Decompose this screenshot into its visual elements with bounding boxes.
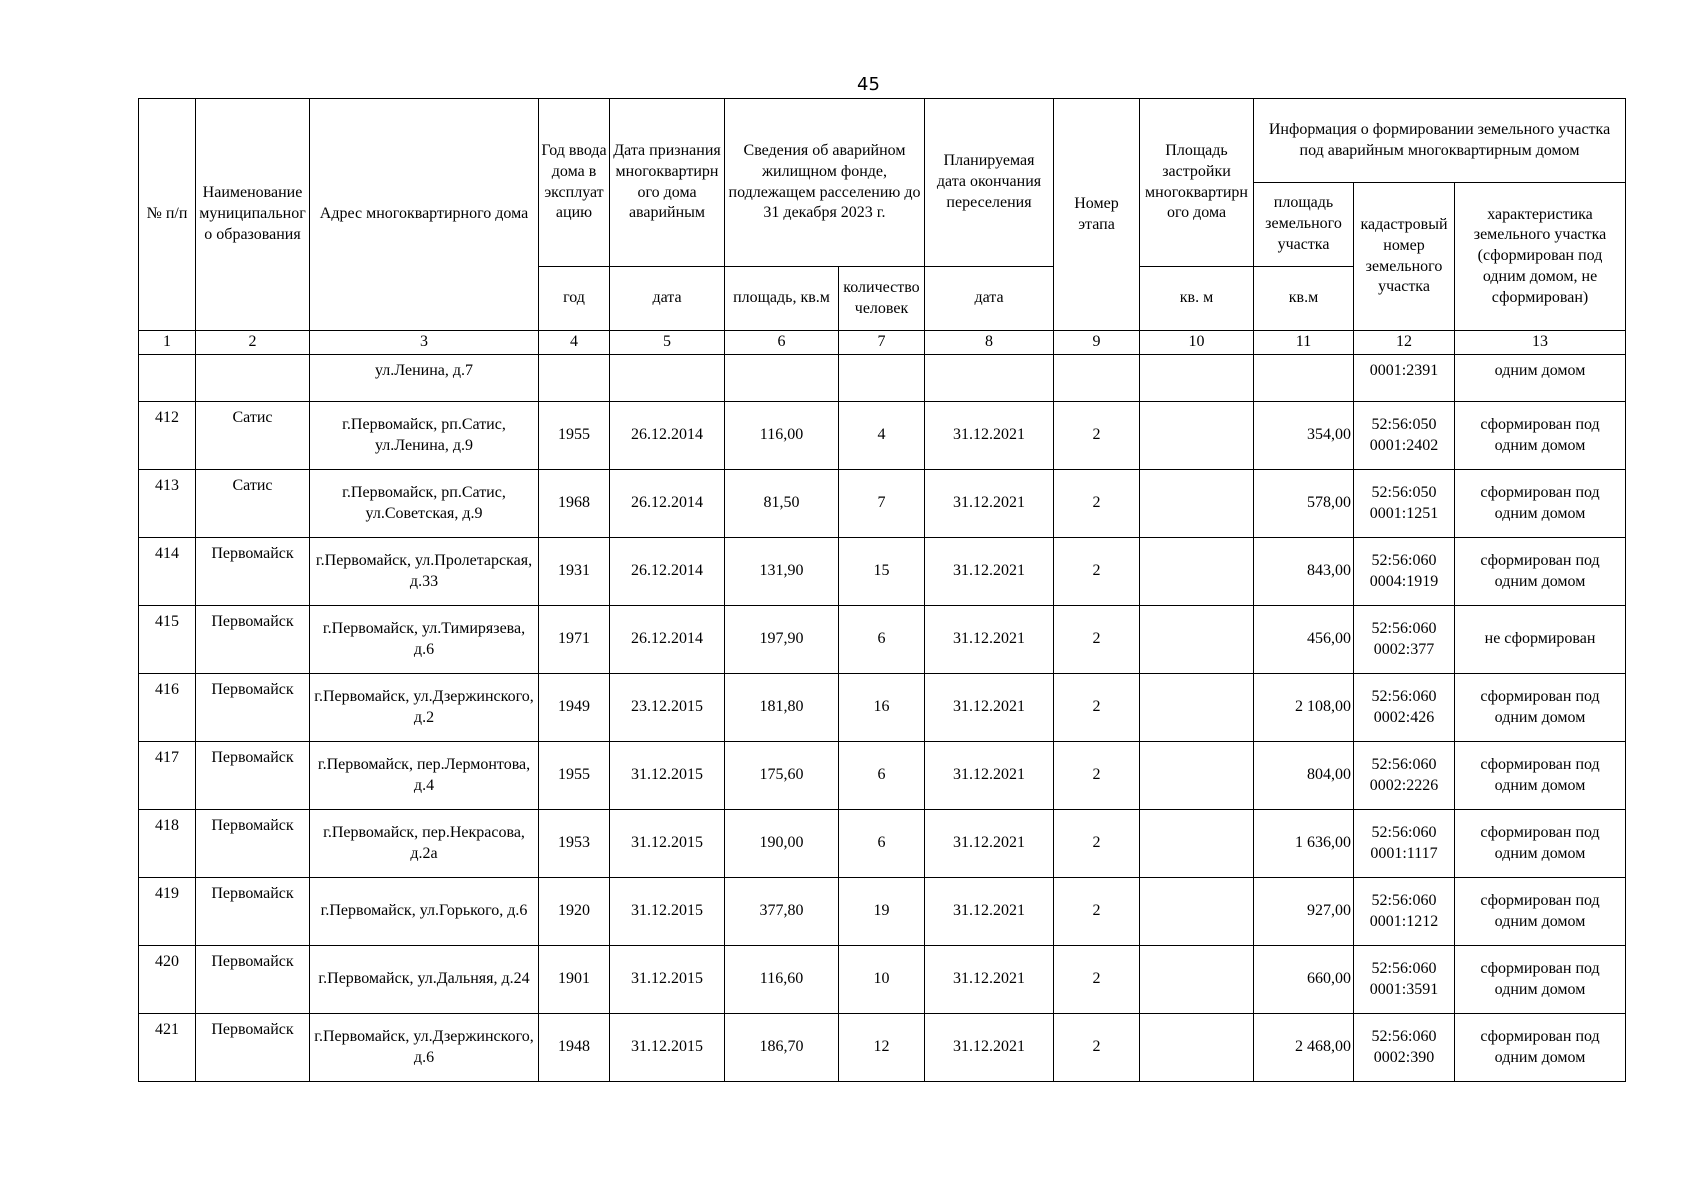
- cell-address: г.Первомайск, пер.Некрасова, д.2а: [310, 810, 539, 878]
- cell-stage: 2: [1054, 606, 1140, 674]
- cell-planned-date: 31.12.2021: [925, 674, 1054, 742]
- cell-address: г.Первомайск, рп.Сатис, ул.Советская, д.9: [310, 470, 539, 538]
- header-land-info: Информация о формировании земельного участка под аварийным многоквартирным домом: [1254, 99, 1626, 183]
- column-number: 4: [539, 331, 610, 355]
- cell-number: 415: [139, 606, 196, 674]
- cell-address: г.Первомайск, рп.Сатис, ул.Ленина, д.9: [310, 402, 539, 470]
- continuation-row: [139, 355, 1626, 402]
- table-row: [139, 878, 1626, 946]
- cell-stage: 2: [1054, 878, 1140, 946]
- cell-number: 414: [139, 538, 196, 606]
- cell-empty: [839, 355, 925, 402]
- cell-recognition-date: 26.12.2014: [610, 538, 725, 606]
- cell-planned-date: 31.12.2021: [925, 878, 1054, 946]
- cell-cadastral: 52:56:060 0004:1919: [1354, 538, 1455, 606]
- cell-number: 416: [139, 674, 196, 742]
- cell-number: 420: [139, 946, 196, 1014]
- cell-year: 1949: [539, 674, 610, 742]
- cell-address: г.Первомайск, ул.Дзержинского, д.6: [310, 1014, 539, 1082]
- cell-area: 186,70: [725, 1014, 839, 1082]
- unit-land-area: кв.м: [1254, 267, 1354, 331]
- cell-cadastral: 52:56:060 0001:3591: [1354, 946, 1455, 1014]
- column-number: 8: [925, 331, 1054, 355]
- column-number: 9: [1054, 331, 1140, 355]
- cell-municipality: Сатис: [196, 470, 310, 538]
- cell-build-area: [1140, 878, 1254, 946]
- cell-address: г.Первомайск, ул.Пролетарская, д.33: [310, 538, 539, 606]
- cell-area: 116,60: [725, 946, 839, 1014]
- cell-people: 7: [839, 470, 925, 538]
- cell-cadastral: 52:56:060 0001:1212: [1354, 878, 1455, 946]
- cell-municipality: Первомайск: [196, 810, 310, 878]
- table-row: [139, 742, 1626, 810]
- cell-land-area: 2 108,00: [1254, 674, 1354, 742]
- header-address: Адрес многоквартирного дома: [310, 99, 539, 331]
- column-number: 3: [310, 331, 539, 355]
- column-number: 2: [196, 331, 310, 355]
- cell-area: 131,90: [725, 538, 839, 606]
- column-number-row: [139, 331, 1626, 355]
- cell-land-area: 660,00: [1254, 946, 1354, 1014]
- cell-build-area: [1140, 674, 1254, 742]
- cell-year: 1971: [539, 606, 610, 674]
- cell-address: г.Первомайск, ул.Дзержинского, д.2: [310, 674, 539, 742]
- cell-empty: [539, 355, 610, 402]
- cell-municipality: Сатис: [196, 402, 310, 470]
- table-row: [139, 674, 1626, 742]
- table-row: [139, 1014, 1626, 1082]
- cell-stage: 2: [1054, 470, 1140, 538]
- cell-recognition-date: 31.12.2015: [610, 878, 725, 946]
- cell-municipality: Первомайск: [196, 878, 310, 946]
- cell-stage: 2: [1054, 742, 1140, 810]
- cell-build-area: [1140, 810, 1254, 878]
- cell-recognition-date: 31.12.2015: [610, 1014, 725, 1082]
- cell-empty: [196, 355, 310, 402]
- cell-stage: 2: [1054, 674, 1140, 742]
- cell-area: 116,00: [725, 402, 839, 470]
- header-land-status: характеристика земельного участка (сформирован под одним домом, не сформирован): [1455, 183, 1626, 331]
- cell-people: 19: [839, 878, 925, 946]
- cell-cadastral: 0001:2391: [1354, 355, 1455, 402]
- cell-stage: 2: [1054, 810, 1140, 878]
- cell-number: 417: [139, 742, 196, 810]
- cell-year: 1953: [539, 810, 610, 878]
- cell-planned-date: 31.12.2021: [925, 742, 1054, 810]
- header-recognition-date: Дата признания многоквартирного дома аварийным: [610, 99, 725, 267]
- cell-cadastral: 52:56:060 0001:1117: [1354, 810, 1455, 878]
- cell-land-status: сформирован под одним домом: [1455, 878, 1626, 946]
- cell-land-area: 578,00: [1254, 470, 1354, 538]
- table-row: [139, 606, 1626, 674]
- cell-build-area: [1140, 470, 1254, 538]
- cell-land-status: сформирован под одним домом: [1455, 470, 1626, 538]
- cell-municipality: Первомайск: [196, 946, 310, 1014]
- cell-land-status: одним домом: [1455, 355, 1626, 402]
- cell-recognition-date: 31.12.2015: [610, 810, 725, 878]
- cell-year: 1955: [539, 742, 610, 810]
- cell-planned-date: 31.12.2021: [925, 946, 1054, 1014]
- cell-number: 419: [139, 878, 196, 946]
- cell-recognition-date: 23.12.2015: [610, 674, 725, 742]
- cell-planned-date: 31.12.2021: [925, 1014, 1054, 1082]
- column-number: 6: [725, 331, 839, 355]
- cell-area: 190,00: [725, 810, 839, 878]
- cell-year: 1968: [539, 470, 610, 538]
- cell-year: 1955: [539, 402, 610, 470]
- emergency-housing-table: [138, 98, 1626, 1082]
- cell-area: 81,50: [725, 470, 839, 538]
- cell-people: 12: [839, 1014, 925, 1082]
- column-number: 12: [1354, 331, 1455, 355]
- cell-stage: 2: [1054, 946, 1140, 1014]
- cell-people: 15: [839, 538, 925, 606]
- unit-plan-date: дата: [925, 267, 1054, 331]
- cell-recognition-date: 26.12.2014: [610, 402, 725, 470]
- cell-build-area: [1140, 946, 1254, 1014]
- header-land-area: площадь земельного участка: [1254, 183, 1354, 267]
- cell-empty: [1054, 355, 1140, 402]
- column-number: 1: [139, 331, 196, 355]
- table-row: [139, 810, 1626, 878]
- cell-land-status: не сформирован: [1455, 606, 1626, 674]
- table-row: [139, 538, 1626, 606]
- cell-empty: [925, 355, 1054, 402]
- cell-municipality: Первомайск: [196, 1014, 310, 1082]
- header-build-area: Площадь застройки многоквартирного дома: [1140, 99, 1254, 267]
- header-cadastral: кадастровый номер земельного участка: [1354, 183, 1455, 331]
- cell-land-status: сформирован под одним домом: [1455, 742, 1626, 810]
- cell-land-area: 843,00: [1254, 538, 1354, 606]
- column-number: 11: [1254, 331, 1354, 355]
- cell-build-area: [1140, 402, 1254, 470]
- table-row: [139, 470, 1626, 538]
- cell-people: 6: [839, 810, 925, 878]
- cell-land-status: сформирован под одним домом: [1455, 538, 1626, 606]
- cell-cadastral: 52:56:050 0001:1251: [1354, 470, 1455, 538]
- cell-empty: [1140, 355, 1254, 402]
- cell-number: 418: [139, 810, 196, 878]
- cell-municipality: Первомайск: [196, 742, 310, 810]
- cell-year: 1920: [539, 878, 610, 946]
- cell-area: 197,90: [725, 606, 839, 674]
- cell-cadastral: 52:56:060 0002:2226: [1354, 742, 1455, 810]
- cell-cadastral: 52:56:060 0002:377: [1354, 606, 1455, 674]
- cell-empty: [725, 355, 839, 402]
- cell-cadastral: 52:56:050 0001:2402: [1354, 402, 1455, 470]
- column-number: 7: [839, 331, 925, 355]
- cell-people: 10: [839, 946, 925, 1014]
- header-planned-date: Планируемая дата окончания переселения: [925, 99, 1054, 267]
- cell-planned-date: 31.12.2021: [925, 470, 1054, 538]
- cell-land-status: сформирован под одним домом: [1455, 674, 1626, 742]
- cell-address: г.Первомайск, ул.Дальняя, д.24: [310, 946, 539, 1014]
- header-year: Год ввода дома в эксплуатацию: [539, 99, 610, 267]
- cell-address: г.Первомайск, ул.Горького, д.6: [310, 878, 539, 946]
- cell-area: 181,80: [725, 674, 839, 742]
- cell-recognition-date: 26.12.2014: [610, 470, 725, 538]
- cell-stage: 2: [1054, 1014, 1140, 1082]
- cell-empty: [139, 355, 196, 402]
- header-number: № п/п: [139, 99, 196, 331]
- cell-build-area: [1140, 742, 1254, 810]
- cell-build-area: [1140, 538, 1254, 606]
- cell-year: 1931: [539, 538, 610, 606]
- cell-land-status: сформирован под одним домом: [1455, 402, 1626, 470]
- column-number: 13: [1455, 331, 1626, 355]
- cell-municipality: Первомайск: [196, 674, 310, 742]
- cell-year: 1901: [539, 946, 610, 1014]
- unit-year: год: [539, 267, 610, 331]
- cell-cadastral: 52:56:060 0002:426: [1354, 674, 1455, 742]
- cell-land-area: 927,00: [1254, 878, 1354, 946]
- cell-stage: 2: [1054, 402, 1140, 470]
- table-row: [139, 946, 1626, 1014]
- table-row: [139, 402, 1626, 470]
- table-header: [139, 99, 1626, 355]
- cell-planned-date: 31.12.2021: [925, 402, 1054, 470]
- cell-land-status: сформирован под одним домом: [1455, 946, 1626, 1014]
- cell-land-area: 804,00: [1254, 742, 1354, 810]
- unit-people: количество человек: [839, 267, 925, 331]
- cell-recognition-date: 31.12.2015: [610, 742, 725, 810]
- cell-land-status: сформирован под одним домом: [1455, 1014, 1626, 1082]
- cell-empty: [610, 355, 725, 402]
- cell-people: 6: [839, 606, 925, 674]
- cell-people: 4: [839, 402, 925, 470]
- cell-area: 377,80: [725, 878, 839, 946]
- cell-planned-date: 31.12.2021: [925, 810, 1054, 878]
- cell-recognition-date: 31.12.2015: [610, 946, 725, 1014]
- header-municipality: Наименование муниципального образования: [196, 99, 310, 331]
- cell-empty: [1254, 355, 1354, 402]
- cell-people: 6: [839, 742, 925, 810]
- cell-land-status: сформирован под одним домом: [1455, 810, 1626, 878]
- header-fund-info: Сведения об аварийном жилищном фонде, подлежащем расселению до 31 декабря 2023 г.: [725, 99, 925, 267]
- cell-address: ул.Ленина, д.7: [310, 355, 539, 402]
- cell-people: 16: [839, 674, 925, 742]
- cell-land-area: 456,00: [1254, 606, 1354, 674]
- cell-number: 421: [139, 1014, 196, 1082]
- cell-land-area: 354,00: [1254, 402, 1354, 470]
- cell-number: 413: [139, 470, 196, 538]
- cell-build-area: [1140, 606, 1254, 674]
- cell-recognition-date: 26.12.2014: [610, 606, 725, 674]
- cell-stage: 2: [1054, 538, 1140, 606]
- cell-planned-date: 31.12.2021: [925, 606, 1054, 674]
- cell-number: 412: [139, 402, 196, 470]
- column-number: 5: [610, 331, 725, 355]
- cell-address: г.Первомайск, пер.Лермонтова, д.4: [310, 742, 539, 810]
- cell-land-area: 2 468,00: [1254, 1014, 1354, 1082]
- table-body: [139, 355, 1626, 1082]
- cell-municipality: Первомайск: [196, 538, 310, 606]
- cell-planned-date: 31.12.2021: [925, 538, 1054, 606]
- cell-year: 1948: [539, 1014, 610, 1082]
- unit-build-area: кв. м: [1140, 267, 1254, 331]
- cell-address: г.Первомайск, ул.Тимирязева, д.6: [310, 606, 539, 674]
- page-number: 45: [857, 74, 880, 95]
- cell-land-area: 1 636,00: [1254, 810, 1354, 878]
- unit-area: площадь, кв.м: [725, 267, 839, 331]
- cell-build-area: [1140, 1014, 1254, 1082]
- cell-area: 175,60: [725, 742, 839, 810]
- unit-date: дата: [610, 267, 725, 331]
- column-number: 10: [1140, 331, 1254, 355]
- header-stage: Номер этапа: [1054, 99, 1140, 331]
- cell-municipality: Первомайск: [196, 606, 310, 674]
- cell-cadastral: 52:56:060 0002:390: [1354, 1014, 1455, 1082]
